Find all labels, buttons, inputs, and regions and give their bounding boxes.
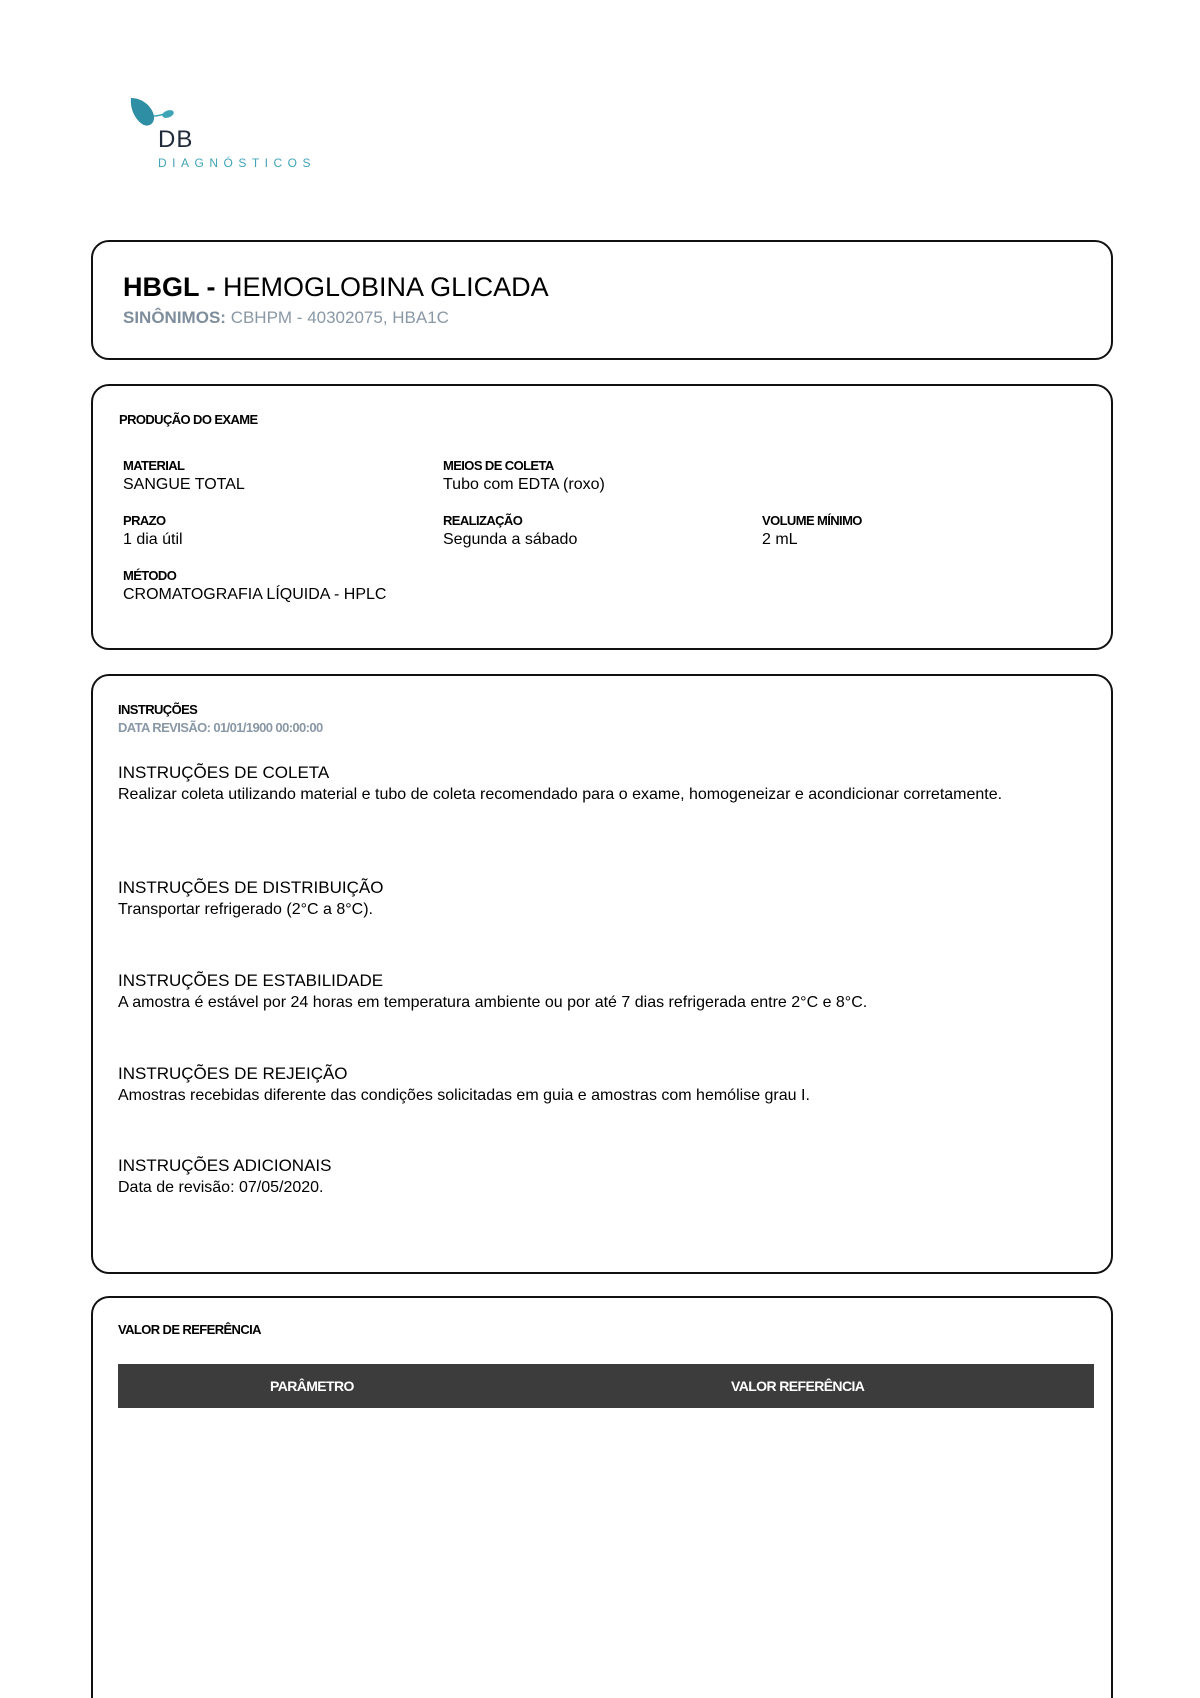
- instruction-text: Data de revisão: 07/05/2020.: [118, 1179, 324, 1196]
- prazo-value: 1 dia útil: [123, 531, 183, 548]
- logo-subtitle: DIAGNÓSTICOS: [158, 156, 317, 170]
- instruction-title: INSTRUÇÕES DE REJEIÇÃO: [118, 1064, 348, 1083]
- metodo-label: MÉTODO: [123, 568, 177, 583]
- instruction-text: Amostras recebidas diferente das condições solicitadas em guia e amostras com hemólise grau I.: [118, 1087, 810, 1104]
- revision-date: DATA REVISÃO: 01/01/1900 00:00:00: [118, 720, 323, 735]
- instruction-title: INSTRUÇÕES DE DISTRIBUIÇÃO: [118, 878, 384, 897]
- instruction-block-estabilidade: [118, 970, 1078, 1014]
- instruction-block-coleta: [118, 762, 1078, 806]
- exam-title-box: [91, 240, 1113, 360]
- instructions-heading: INSTRUÇÕES: [118, 702, 198, 717]
- instruction-block-distribuicao: [118, 877, 1078, 921]
- meios-coleta-value: Tubo com EDTA (roxo): [443, 476, 605, 493]
- logo: [128, 96, 328, 176]
- exam-name: HEMOGLOBINA GLICADA: [223, 272, 549, 302]
- instruction-block-rejeicao: [118, 1063, 1078, 1107]
- column-header-parametro: PARÂMETRO: [270, 1378, 354, 1394]
- volume-minimo-label: VOLUME MÍNIMO: [762, 513, 862, 528]
- logo-name: DB: [158, 126, 194, 153]
- reference-table-header: [118, 1364, 1094, 1408]
- realizacao-label: REALIZAÇÃO: [443, 513, 523, 528]
- production-heading: PRODUÇÃO DO EXAME: [119, 412, 258, 427]
- realizacao-value: Segunda a sábado: [443, 531, 578, 548]
- material-value: SANGUE TOTAL: [123, 476, 245, 493]
- instruction-title: INSTRUÇÕES DE COLETA: [118, 763, 330, 782]
- column-header-valor-referencia: VALOR REFERÊNCIA: [731, 1378, 865, 1394]
- prazo-label: PRAZO: [123, 513, 166, 528]
- exam-synonyms: [123, 308, 449, 328]
- production-box: [91, 384, 1113, 650]
- synonyms-label: SINÔNIMOS:: [123, 308, 226, 327]
- reference-box: [91, 1296, 1113, 1698]
- synonyms-value: CBHPM - 40302075, HBA1C: [230, 308, 449, 327]
- metodo-value: CROMATOGRAFIA LÍQUIDA - HPLC: [123, 586, 387, 603]
- instruction-block-adicionais: [118, 1155, 1078, 1199]
- instruction-text: Transportar refrigerado (2°C a 8°C).: [118, 901, 373, 918]
- instruction-text: A amostra é estável por 24 horas em temperatura ambiente ou por até 7 dias refrigerada entre 2°C e 8°C.: [118, 994, 868, 1011]
- instruction-title: INSTRUÇÕES ADICIONAIS: [118, 1156, 332, 1175]
- instruction-text: Realizar coleta utilizando material e tubo de coleta recomendado para o exame, homogeneizar e acondicionar corretamente.: [118, 786, 1003, 803]
- exam-code: HBGL -: [123, 272, 216, 302]
- instructions-box: [91, 674, 1113, 1274]
- material-label: MATERIAL: [123, 458, 185, 473]
- instruction-title: INSTRUÇÕES DE ESTABILIDADE: [118, 971, 384, 990]
- reference-heading: VALOR DE REFERÊNCIA: [118, 1322, 261, 1337]
- logo-droplet-icon: [128, 96, 178, 130]
- exam-title: [123, 272, 549, 303]
- meios-coleta-label: MEIOS DE COLETA: [443, 458, 554, 473]
- volume-minimo-value: 2 mL: [762, 531, 798, 548]
